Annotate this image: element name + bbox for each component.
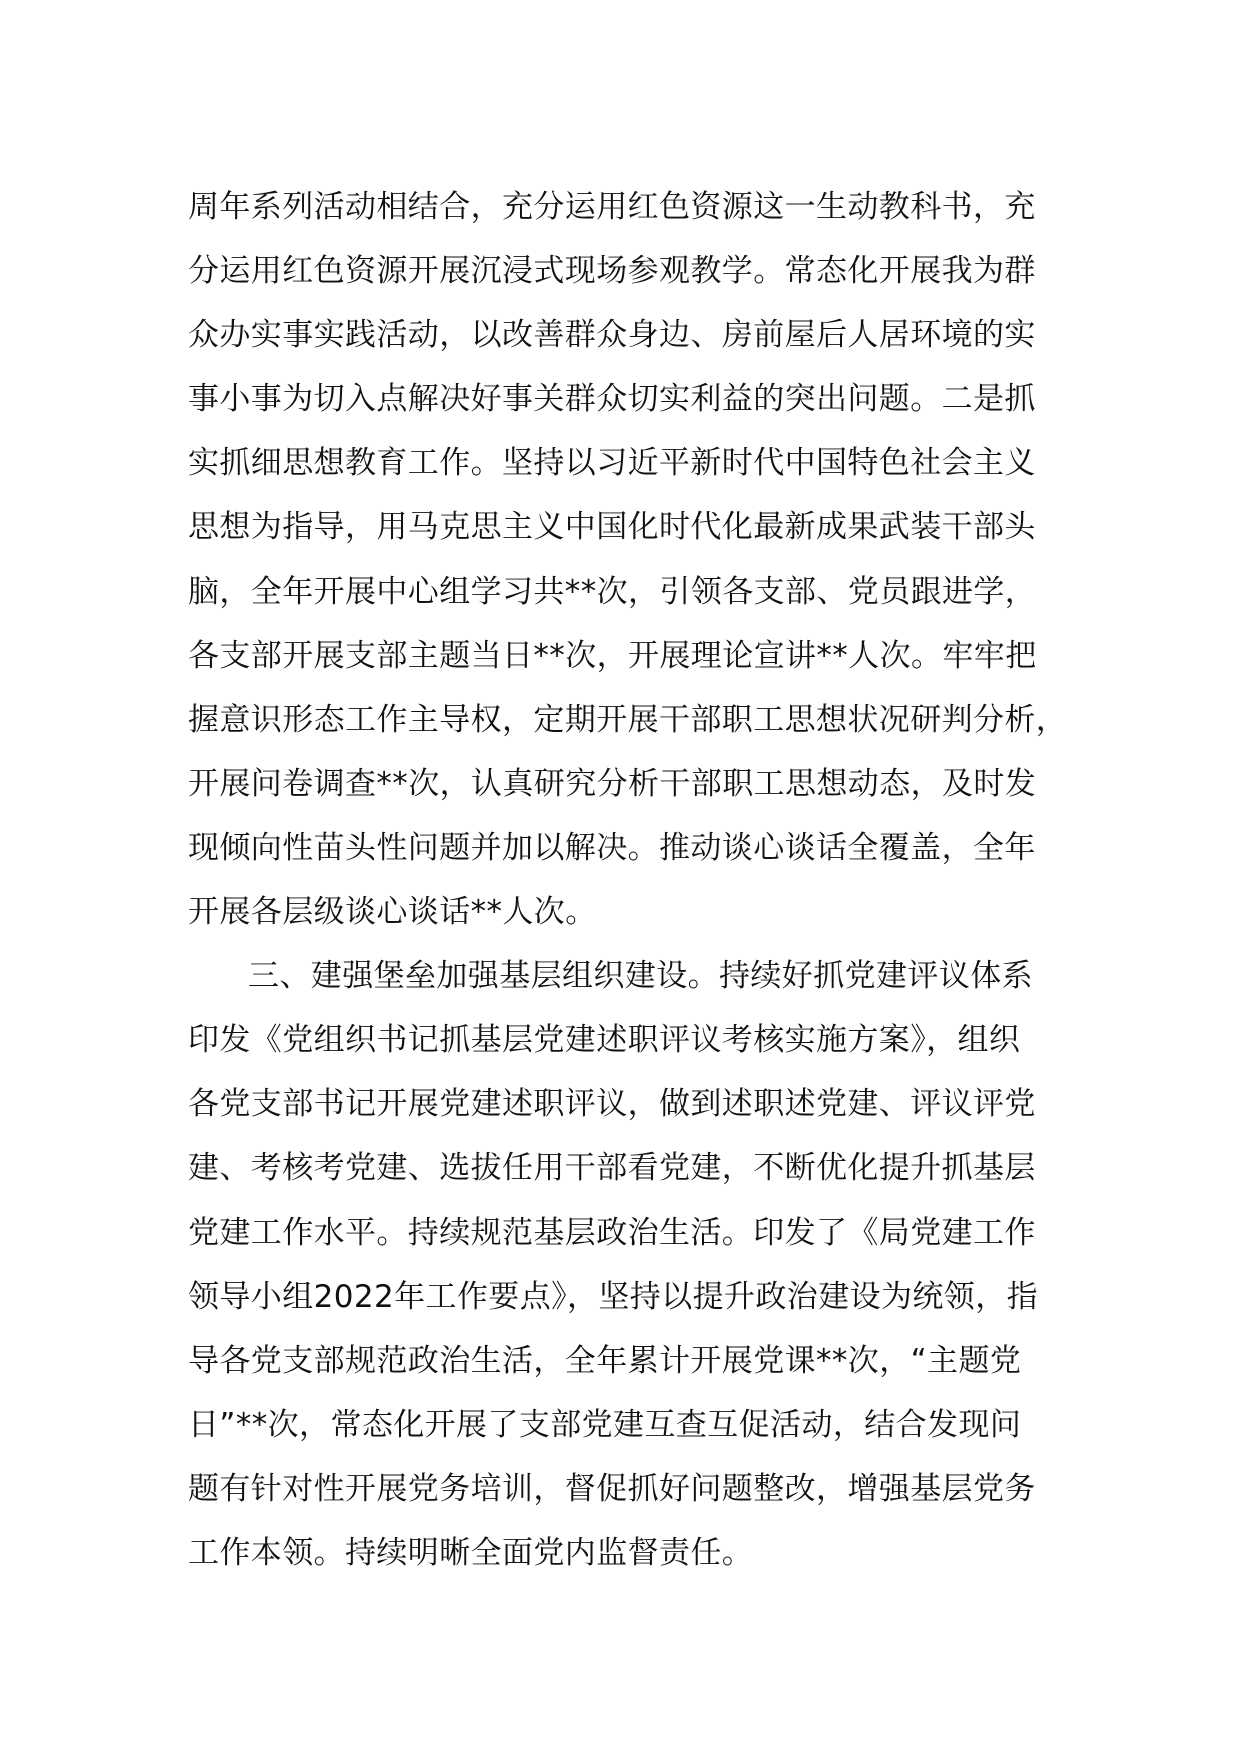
text-line: 题有针对性开展党务培训，督促抓好问题整改，增强基层党务 [188, 1470, 1036, 1507]
text-line: 印发《党组织书记抓基层党建述职评议考核实施方案》，组织 [188, 1022, 1021, 1059]
text-line: 事小事为切入点解决好事关群众切实利益的突出问题。二是抓 [188, 381, 1036, 418]
text-line: 现倾向性苗头性问题并加以解决。推动谈心谈话全覆盖，全年 [188, 829, 1036, 866]
text-line: 思想为指导，用马克思主义中国化时代化最新成果武装干部头 [188, 509, 1036, 546]
text-line: 开展问卷调查**次，认真研究分析干部职工思想动态，及时发 [188, 765, 1037, 802]
text-line: 各党支部书记开展党建述职评议，做到述职述党建、评议评党 [188, 1086, 1036, 1123]
text-line: 周年系列活动相结合，充分运用红色资源这一生动教科书，充 [188, 189, 1036, 225]
text-line: 党建工作水平。持续规范基层政治生活。印发了《局党建工作 [188, 1214, 1036, 1251]
document-body [188, 175, 1068, 1585]
text-line: 分运用红色资源开展沉浸式现场参观教学。常态化开展我为群 [188, 253, 1036, 290]
text-line: 工作本领。持续明晰全面党内监督责任。 [188, 1534, 754, 1571]
section-heading-line: 三、建强堡垒加强基层组织建设。持续好抓党建评议体系 [248, 958, 1033, 995]
text-line: 开展各层级谈心谈话**人次。 [188, 894, 597, 931]
text-line: 各支部开展支部主题当日**次，开展理论宣讲**人次。牢牢把 [188, 637, 1037, 674]
text-line: 导各党支部规范政治生活，全年累计开展党课**次，“主题党 [188, 1342, 1022, 1379]
text-line: 建、考核考党建、选拔任用干部看党建，不断优化提升抓基层 [188, 1150, 1036, 1187]
text-line: 实抓细思想教育工作。坚持以习近平新时代中国特色社会主义 [188, 445, 1036, 482]
text-line: 领导小组2022年工作要点》，坚持以提升政治建设为统领，指 [188, 1278, 1038, 1315]
text-line: 脑，全年开展中心组学习共**次，引领各支部、党员跟进学， [188, 573, 1037, 610]
text-line: 握意识形态工作主导权，定期开展干部职工思想状况研判分析， [188, 701, 1068, 738]
text-line: 日”**次，常态化开展了支部党建互查互促活动，结合发现问 [188, 1406, 1022, 1443]
text-line: 众办实事实践活动，以改善群众身边、房前屋后人居环境的实 [188, 317, 1036, 354]
